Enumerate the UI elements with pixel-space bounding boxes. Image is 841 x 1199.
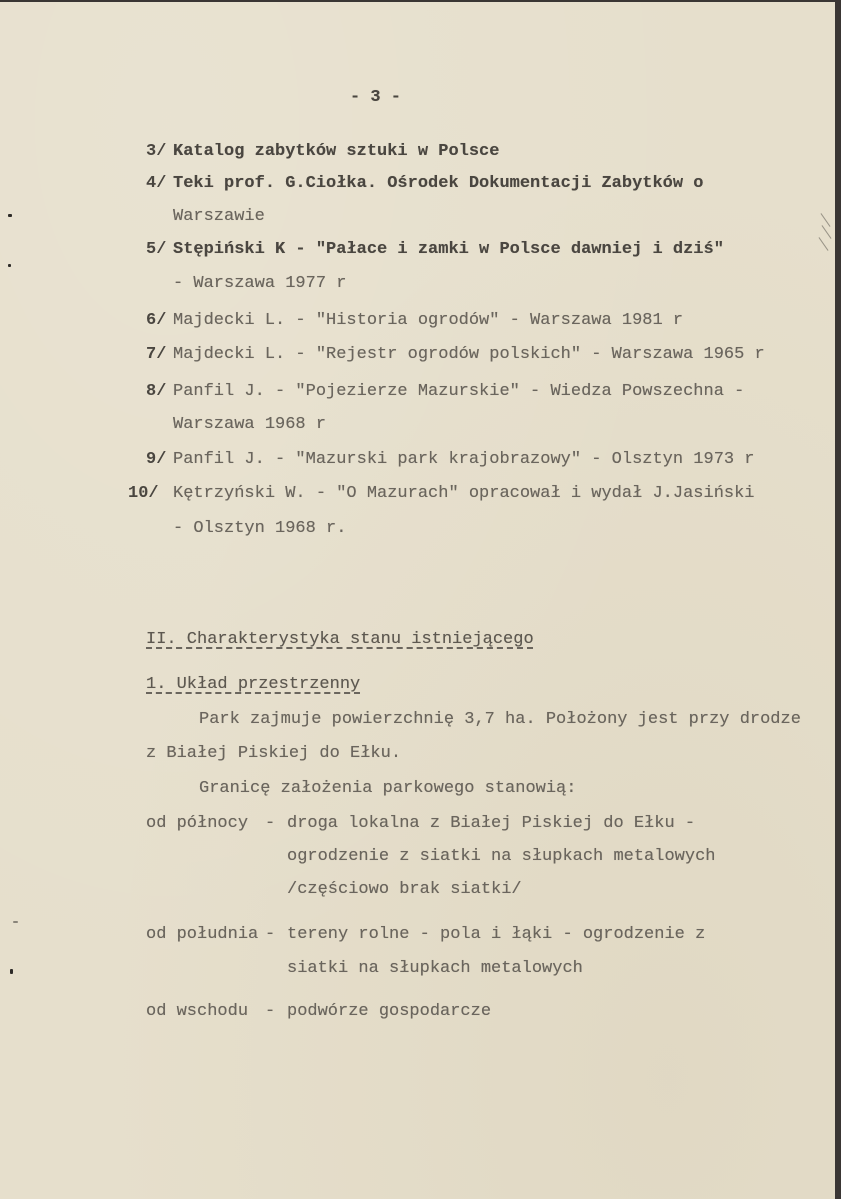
- bib-5-text-cont: - Warszawa 1977 r: [173, 274, 347, 293]
- margin-speck: [8, 264, 11, 267]
- page-number: - 3 -: [350, 88, 402, 107]
- boundary-south-label: od południa: [146, 925, 259, 944]
- bib-4-number: 4/: [146, 174, 167, 193]
- paragraph-line-2: z Białej Piskiej do Ełku.: [146, 744, 402, 763]
- subsection-heading: 1. Układ przestrzenny: [146, 675, 361, 694]
- bib-7-text: Majdecki L. - "Rejestr ogrodów polskich" - Warszawa 1965 r: [173, 345, 765, 364]
- bib-9-text: Panfil J. - "Mazurski park krajobrazowy" - Olsztyn 1973 r: [173, 450, 755, 469]
- bib-3-number: 3/: [146, 142, 167, 161]
- bib-3-text: Katalog zabytków sztuki w Polsce: [173, 142, 500, 161]
- boundary-north-text-2: ogrodzenie z siatki na słupkach metalowych: [287, 847, 716, 866]
- bib-4-text-cont: Warszawie: [173, 207, 265, 226]
- boundary-east-label: od wschodu: [146, 1002, 249, 1021]
- bib-8-number: 8/: [146, 382, 167, 401]
- pencil-mark: [822, 225, 832, 239]
- boundary-east-dash: -: [265, 1002, 276, 1021]
- bib-9-number: 9/: [146, 450, 167, 469]
- margin-speck: [13, 921, 18, 923]
- bib-8-text: Panfil J. - "Pojezierze Mazurskie" - Wiedza Powszechna -: [173, 382, 745, 401]
- bib-7-number: 7/: [146, 345, 167, 364]
- boundary-north-dash: -: [265, 814, 276, 833]
- section-heading: II. Charakterystyka stanu istniejącego: [146, 630, 534, 649]
- bib-10-text: Kętrzyński W. - "O Mazurach" opracował i wydał J.Jasiński: [173, 484, 755, 503]
- margin-speck: [10, 969, 13, 974]
- bib-4-text: Teki prof. G.Ciołka. Ośrodek Dokumentacji Zabytków o: [173, 174, 704, 193]
- boundary-south-dash: -: [265, 925, 276, 944]
- bib-6-number: 6/: [146, 311, 167, 330]
- boundary-south-text: tereny rolne - pola i łąki - ogrodzenie z: [287, 925, 706, 944]
- bib-6-text: Majdecki L. - "Historia ogrodów" - Warszawa 1981 r: [173, 311, 684, 330]
- boundary-north-text: droga lokalna z Białej Piskiej do Ełku -: [287, 814, 696, 833]
- bib-10-text-cont: - Olsztyn 1968 r.: [173, 519, 347, 538]
- pencil-mark: [819, 237, 829, 251]
- boundary-north-label: od północy: [146, 814, 249, 833]
- boundary-north-text-3: /częściowo brak siatki/: [287, 880, 522, 899]
- boundary-east-text: podwórze gospodarcze: [287, 1002, 492, 1021]
- bib-10-number: 10/: [128, 484, 159, 503]
- document-page: [0, 2, 835, 1199]
- boundary-south-text-2: siatki na słupkach metalowych: [287, 959, 583, 978]
- bib-5-number: 5/: [146, 240, 167, 259]
- paragraph-line-1: Park zajmuje powierzchnię 3,7 ha. Położony jest przy drodze: [199, 710, 801, 729]
- margin-speck: [8, 214, 12, 217]
- bib-8-text-cont: Warszawa 1968 r: [173, 415, 327, 434]
- boundaries-intro: Granicę założenia parkowego stanowią:: [199, 779, 577, 798]
- bib-5-text: Stępiński K - "Pałace i zamki w Polsce dawniej i dziś": [173, 240, 724, 259]
